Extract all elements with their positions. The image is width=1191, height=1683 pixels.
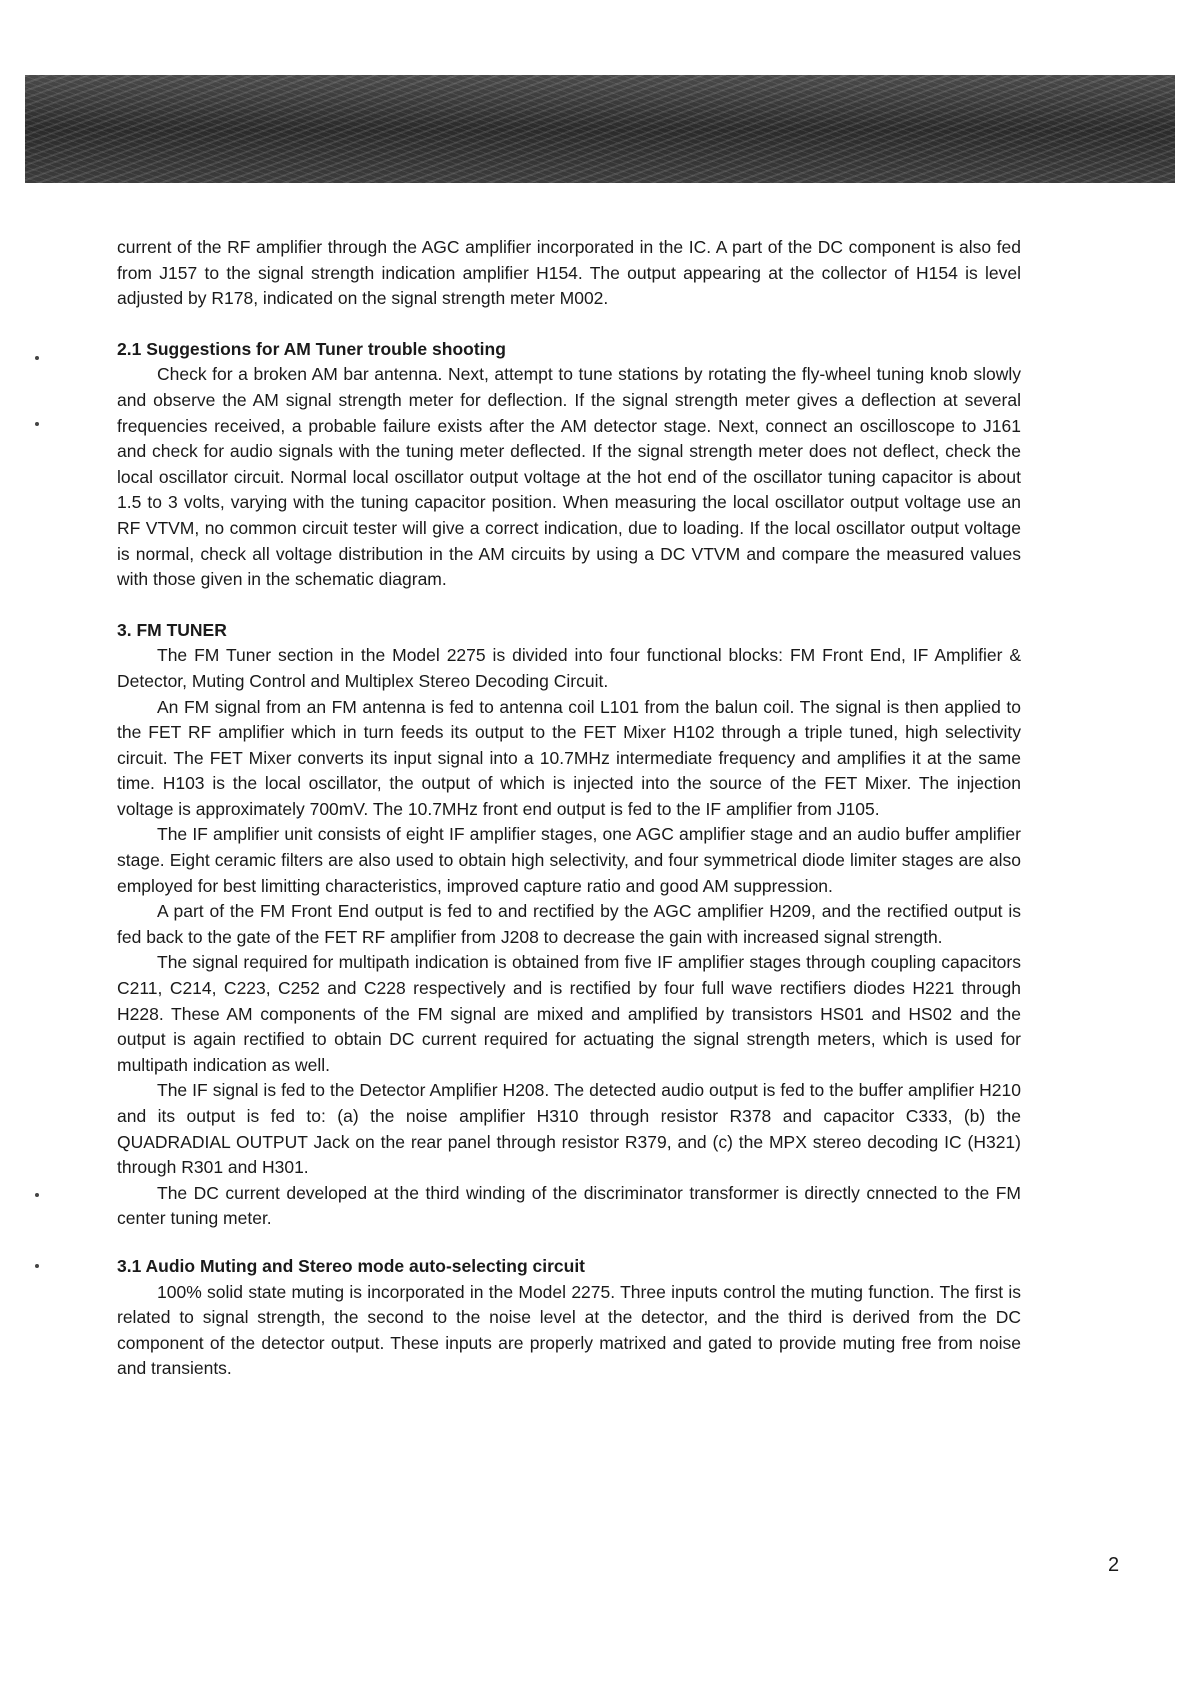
paragraph: An FM signal from an FM antenna is fed to antenna coil L101 from the balun coil. The signal is then applied to the FET RF amplifier which in turn feeds its output to the FET Mixer H102 through a triple tuned, high selectivity circuit. The FET Mixer converts its input signal into a 10.7MHz intermediate frequency and amplifies it at the same time. H103 is the local oscillator, the output of which is injected into the source of the FET Mixer. The injection voltage is approximately 700mV. The 10.7MHz front end output is fed to the IF amplifier from J105. bbox=[117, 696, 1021, 819]
margin-mark bbox=[35, 1193, 39, 1197]
paragraph: The IF amplifier unit consists of eight IF amplifier stages, one AGC amplifier stage and an audio buffer amplifier stage. Eight ceramic filters are also used to obtain high selectivity, and four symmetrical diode limiter stages are also employed for best limitting characteristics, improved capture ratio and good AM suppression. bbox=[117, 824, 1021, 896]
page-number: 2 bbox=[1108, 1554, 1120, 1576]
paragraph: The FM Tuner section in the Model 2275 is divided into four functional blocks: FM Front End, IF Amplifier & Detector, Muting Control and Multiplex Stereo Decoding Circuit. bbox=[117, 645, 1021, 691]
paragraph: The signal required for multipath indication is obtained from five IF amplifier stages through coupling capacitors C211, C214, C223, C252 and C228 respectively and is rectified by four full wave rectifiers diodes H221 through H228. These AM components of the FM signal are mixed and amplified by transistors HS01 and HS02 and the output is again rectified to obtain DC current required for actuating the signal strength meters, which is used for multipath indication as well. bbox=[117, 952, 1021, 1075]
intro-paragraph: current of the RF amplifier through the AGC amplifier incorporated in the IC. A part of the DC component is also fed from J157 to the signal strength indication amplifier H154. The output appearing at the collector of H154 is level adjusted by R178, indicated on the signal strength meter M002. bbox=[117, 237, 1021, 309]
paragraph: The DC current developed at the third winding of the discriminator transformer is directly cnnected to the FM center tuning meter. bbox=[117, 1182, 1021, 1229]
margin-mark bbox=[35, 356, 39, 360]
margin-mark bbox=[35, 1264, 39, 1268]
paragraph: A part of the FM Front End output is fed to and rectified by the AGC amplifier H209, and the rectified output is fed back to the gate of the FET RF amplifier from J208 to decrease the gain with increased signal strength. bbox=[117, 901, 1021, 947]
section-heading: 2.1 Suggestions for AM Tuner trouble shooting bbox=[117, 338, 506, 359]
paragraph: 100% solid state muting is incorporated in the Model 2275. Three inputs control the muting function. The first is related to signal strength, the second to the noise level at the detector, and the third is derived from the DC component of the detector output. These inputs are properly matrixed and gated to provide muting free from noise and transients. bbox=[117, 1281, 1021, 1379]
document-body bbox=[117, 235, 1021, 1382]
section-heading: 3.1 Audio Muting and Stereo mode auto-selecting circuit bbox=[117, 1255, 586, 1276]
header-banner bbox=[25, 75, 1175, 183]
section-heading: 3. FM TUNER bbox=[117, 619, 227, 640]
paragraph: The IF signal is fed to the Detector Amplifier H208. The detected audio output is fed to the buffer amplifier H210 and its output is fed to: (a) the noise amplifier H310 through resistor R378 and capacitor C333, (b) the QUADRADIAL OUTPUT Jack on the rear panel through resistor R379, and (c) the MPX stereo decoding IC (H321) through R301 and H301. bbox=[117, 1080, 1021, 1178]
paragraph: Check for a broken AM bar antenna. Next, attempt to tune stations by rotating the fly-wheel tuning knob slowly and observe the AM signal strength meter for deflection. If the signal strength meter gives a deflection at several frequencies received, a probable failure exists after the AM detector stage. Next, connect an oscilloscope to J161 and check for audio signals with the tuning meter deflected. If the signal strength meter does not deflect, check the local oscillator circuit. Normal local oscillator output voltage at the hot end of the oscillator tuning capacitor is about 1.5 to 3 volts, varying with the tuning capacitor position. When measuring the local oscillator output voltage use an RF VTVM, no common circuit tester will give a correct indication, due to loading. If the local oscillator output voltage is normal, check all voltage distribution in the AM circuits by using a DC VTVM and compare the measured values with those given in the schematic diagram. bbox=[117, 364, 1021, 590]
margin-mark bbox=[35, 422, 39, 426]
